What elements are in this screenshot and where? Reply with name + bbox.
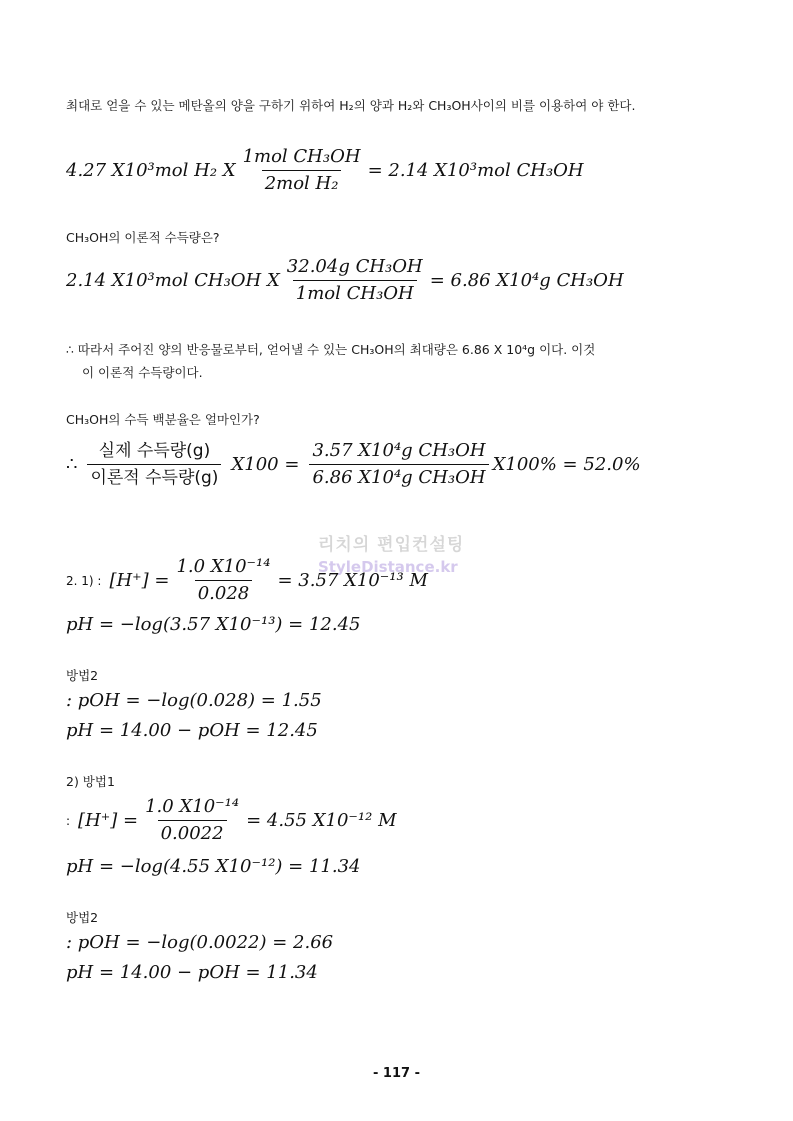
fraction-numerator: 32.04g CH₃OH <box>286 256 423 277</box>
method1-label: 2) 방법1 <box>66 774 115 789</box>
fraction-denominator: 0.028 <box>195 580 253 605</box>
fraction-korean <box>87 440 221 489</box>
equation-rhs: = 3.57 X10⁻¹³ M <box>277 570 428 591</box>
fraction-denominator: 2mol H₂ <box>262 170 342 195</box>
equation-methanol-moles <box>66 146 584 195</box>
equation-ph-2: pH = 14.00 − pOH = 12.45 <box>66 720 318 741</box>
method2-label-2: 방법2 <box>66 910 99 925</box>
equation-ph-4: pH = 14.00 − pOH = 11.34 <box>66 962 318 983</box>
fraction-denominator: 0.0022 <box>158 820 227 845</box>
equation-lhs: [H⁺] = <box>109 570 170 591</box>
equation-lhs: 4.27 X10³mol H₂ X <box>66 160 236 181</box>
method2-label-1: 방법2 <box>66 668 99 683</box>
equation-percent-yield <box>66 440 641 489</box>
equation-middle: X100 = <box>231 454 300 475</box>
fraction <box>284 256 426 305</box>
fraction-numerator: 3.57 X10⁴g CH₃OH <box>312 440 486 461</box>
fraction-numerator: 1.0 X10⁻¹⁴ <box>176 556 271 577</box>
fraction-denominator: 6.86 X10⁴g CH₃OH <box>309 464 488 489</box>
paragraph-methanol-intro: 최대로 얻을 수 있는 메탄올의 양을 구하기 위하여 H₂의 양과 H₂와 CH₃OH사이의 비를 이용하여 야 한다. <box>66 98 636 113</box>
equation-poh-1: : pOH = −log(0.028) = 1.55 <box>66 690 322 711</box>
fraction-numerator: 실제 수득량(g) <box>98 441 211 461</box>
fraction-denominator: 이론적 수득량(g) <box>87 464 221 489</box>
paragraph-conclusion-line2: 이 이론적 수득량이다. <box>82 365 203 380</box>
equation-theoretical-yield <box>66 256 624 305</box>
paragraph-percent-yield-question: CH₃OH의 수득 백분율은 얼마인가? <box>66 412 260 427</box>
fraction-numerator: 1mol CH₃OH <box>242 146 361 167</box>
equation-rhs: = 6.86 X10⁴g CH₃OH <box>429 270 624 291</box>
equation-ph-1: pH = −log(3.57 X10⁻¹³) = 12.45 <box>66 614 361 635</box>
equation-lhs: 2.14 X10³mol CH₃OH X <box>66 270 280 291</box>
fraction <box>173 556 273 605</box>
equation-rhs: = 2.14 X10³mol CH₃OH <box>367 160 584 181</box>
equation-prefix: : <box>66 813 71 828</box>
therefore-symbol: ∴ <box>66 454 78 475</box>
fraction <box>240 146 364 195</box>
fraction <box>309 440 488 489</box>
fraction <box>142 796 242 845</box>
equation-ph-3: pH = −log(4.55 X10⁻¹²) = 11.34 <box>66 856 361 877</box>
paragraph-conclusion-line1: ∴ 따라서 주어진 양의 반응물로부터, 얻어낼 수 있는 CH₃OH의 최대량은 6.86 X 10⁴g 이다. 이것 <box>66 342 596 357</box>
page-number: - 117 - <box>373 1066 420 1081</box>
equation-h-concentration-2 <box>66 796 397 845</box>
watermark-line1: 리치의 편입컨설팅 <box>318 535 465 555</box>
equation-h-concentration-1 <box>66 556 428 605</box>
fraction-denominator: 1mol CH₃OH <box>293 280 417 305</box>
watermark-line2: StyleDistance.kr <box>318 558 458 576</box>
equation-rhs: X100% = 52.0% <box>492 454 641 475</box>
equation-lhs: [H⁺] = <box>78 810 139 831</box>
fraction-numerator: 1.0 X10⁻¹⁴ <box>145 796 240 817</box>
problem-label: 2. 1) : <box>66 573 102 588</box>
equation-poh-2: : pOH = −log(0.0022) = 2.66 <box>66 932 334 953</box>
equation-rhs: = 4.55 X10⁻¹² M <box>246 810 397 831</box>
paragraph-theoretical-yield-question: CH₃OH의 이론적 수득량은? <box>66 230 220 245</box>
